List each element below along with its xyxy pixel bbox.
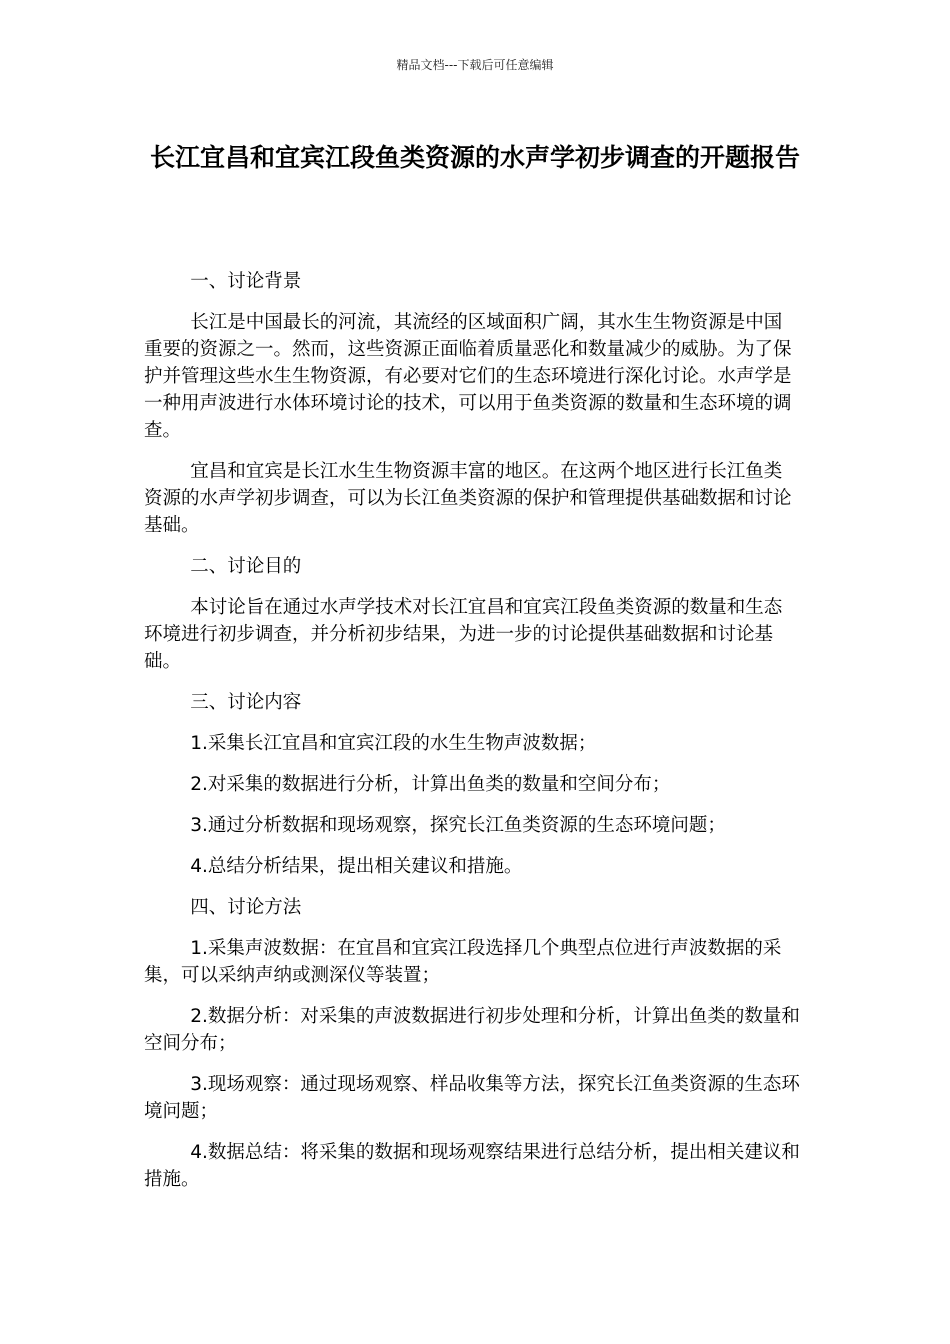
- method-item-2: 2.数据分析：对采集的声波数据进行初步处理和分析，计算出鱼类的数量和空间分布；: [144, 1006, 800, 1054]
- content-item-3: 3.通过分析数据和现场观察，探究长江鱼类资源的生态环境问题；: [190, 815, 726, 836]
- background-paragraph-2: 宜昌和宜宾是长江水生生物资源丰富的地区。在这两个地区进行长江鱼类资源的水声学初步调查，可以为长江鱼类资源的保护和管理提供基础数据和讨论基础。: [144, 461, 792, 536]
- page-header: 精品文档---下载后可任意编辑: [396, 58, 554, 72]
- purpose-paragraph: 本讨论旨在通过水声学技术对长江宜昌和宜宾江段鱼类资源的数量和生态环境进行初步调查，并分析初步结果，为进一步的讨论提供基础数据和讨论基础。: [144, 597, 783, 672]
- method-item-3: 3.现场观察：通过现场观察、样品收集等方法，探究长江鱼类资源的生态环境问题；: [144, 1074, 800, 1122]
- content-item-2: 2.对采集的数据进行分析，计算出鱼类的数量和空间分布；: [190, 774, 671, 795]
- method-item-1: 1.采集声波数据：在宜昌和宜宾江段选择几个典型点位进行声波数据的采集，可以采纳声纳或测深仪等装置；: [144, 938, 782, 986]
- section-heading-method: 四、讨论方法: [190, 897, 302, 918]
- content-item-1: 1.采集长江宜昌和宜宾江段的水生生物声波数据；: [190, 733, 597, 754]
- section-heading-purpose: 二、讨论目的: [190, 556, 302, 577]
- document-title: 长江宜昌和宜宾江段鱼类资源的水声学初步调查的开题报告: [149, 143, 800, 172]
- document-body: [144, 268, 800, 1207]
- method-item-4: 4.数据总结：将采集的数据和现场观察结果进行总结分析，提出相关建议和措施。: [144, 1142, 800, 1190]
- content-item-4: 4.总结分析结果，提出相关建议和措施。: [190, 856, 523, 877]
- section-heading-content: 三、讨论内容: [190, 692, 302, 713]
- section-heading-background: 一、讨论背景: [190, 271, 302, 292]
- background-paragraph-1: 长江是中国最长的河流，其流经的区域面积广阔，其水生生物资源是中国重要的资源之一。然而，这些资源正面临着质量恶化和数量减少的威胁。为了保护并管理这些水生生物资源，有必要对它们的生态环境进行深化讨论。水声学是一种用声波进行水体环境讨论的技术，可以用于鱼类资源的数量和生态环境的调查。: [144, 312, 792, 441]
